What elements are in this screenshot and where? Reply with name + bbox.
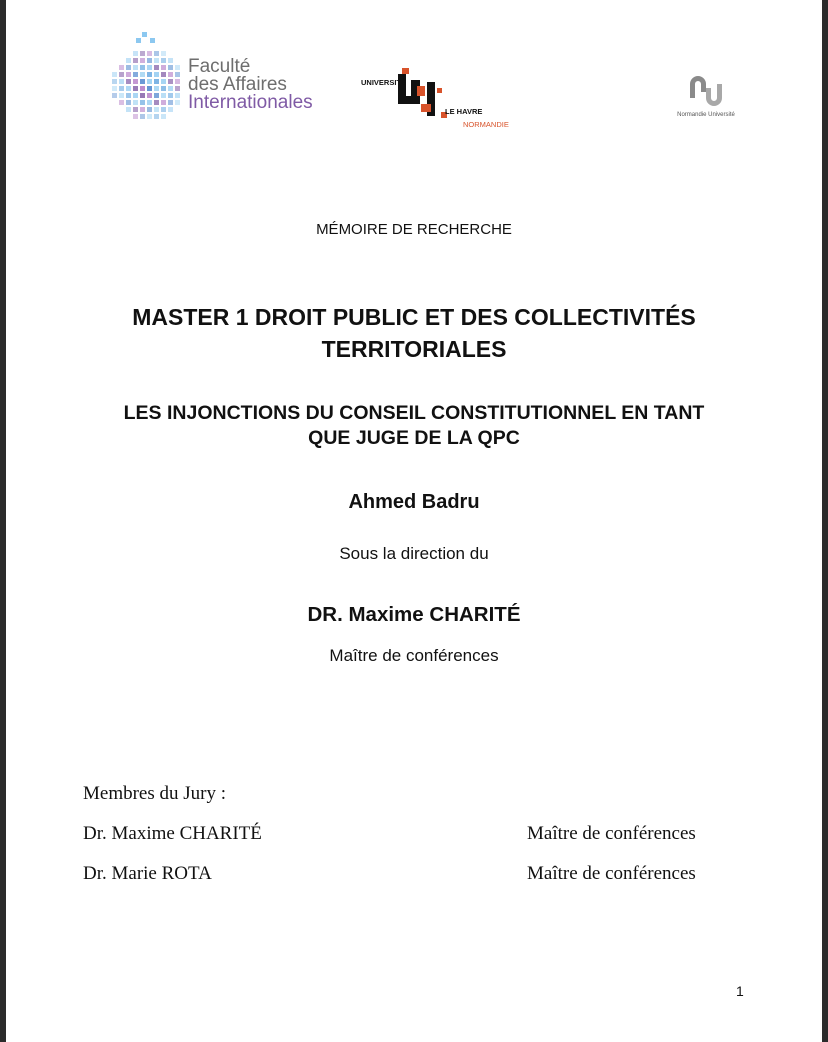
universite-label: UNIVERSITÉ [361, 78, 407, 87]
le-havre-label: LE HAVRE [445, 107, 483, 116]
normandie-universite-emblem-icon [666, 76, 746, 110]
master-title [6, 301, 822, 365]
jury-member-role: Maître de conférences [527, 863, 696, 884]
normandie-label: NORMANDIE [463, 120, 509, 129]
normandie-universite-label: Normandie Université [677, 112, 735, 118]
fai-dots-icon [106, 30, 186, 120]
page-number: 1 [736, 983, 744, 999]
supervisor-name: DR. Maxime CHARITÉ [307, 603, 521, 626]
jury-member-role: Maître de conférences [527, 823, 696, 844]
thesis-subject-line2: QUE JUGE DE LA QPC [308, 427, 520, 449]
fai-logo [106, 30, 346, 125]
document-page [6, 0, 822, 1042]
direction-label: Sous la direction du [339, 544, 489, 563]
thesis-subject [6, 401, 822, 451]
normandie-universite-logo [666, 76, 746, 126]
author-name: Ahmed Badru [348, 491, 480, 513]
supervisor-role: Maître de conférences [329, 646, 499, 665]
jury-member-name: Dr. Marie ROTA [83, 863, 212, 884]
document-type: MÉMOIRE DE RECHERCHE [316, 221, 512, 238]
master-title-line2: TERRITORIALES [321, 336, 507, 362]
jury-title: Membres du Jury : [83, 783, 227, 804]
fai-logo-line2: des Affaires [188, 74, 287, 95]
universite-le-havre-logo [353, 60, 523, 140]
master-title-line1: MASTER 1 DROIT PUBLIC ET DES COLLECTIVITÉS [132, 304, 696, 330]
thesis-subject-line1: LES INJONCTIONS DU CONSEIL CONSTITUTIONNEL EN TANT [123, 402, 705, 424]
jury-member-name: Dr. Maxime CHARITÉ [83, 823, 262, 844]
fai-logo-line3: Internationales [188, 92, 313, 113]
fai-logo-line1: Faculté [188, 56, 251, 77]
